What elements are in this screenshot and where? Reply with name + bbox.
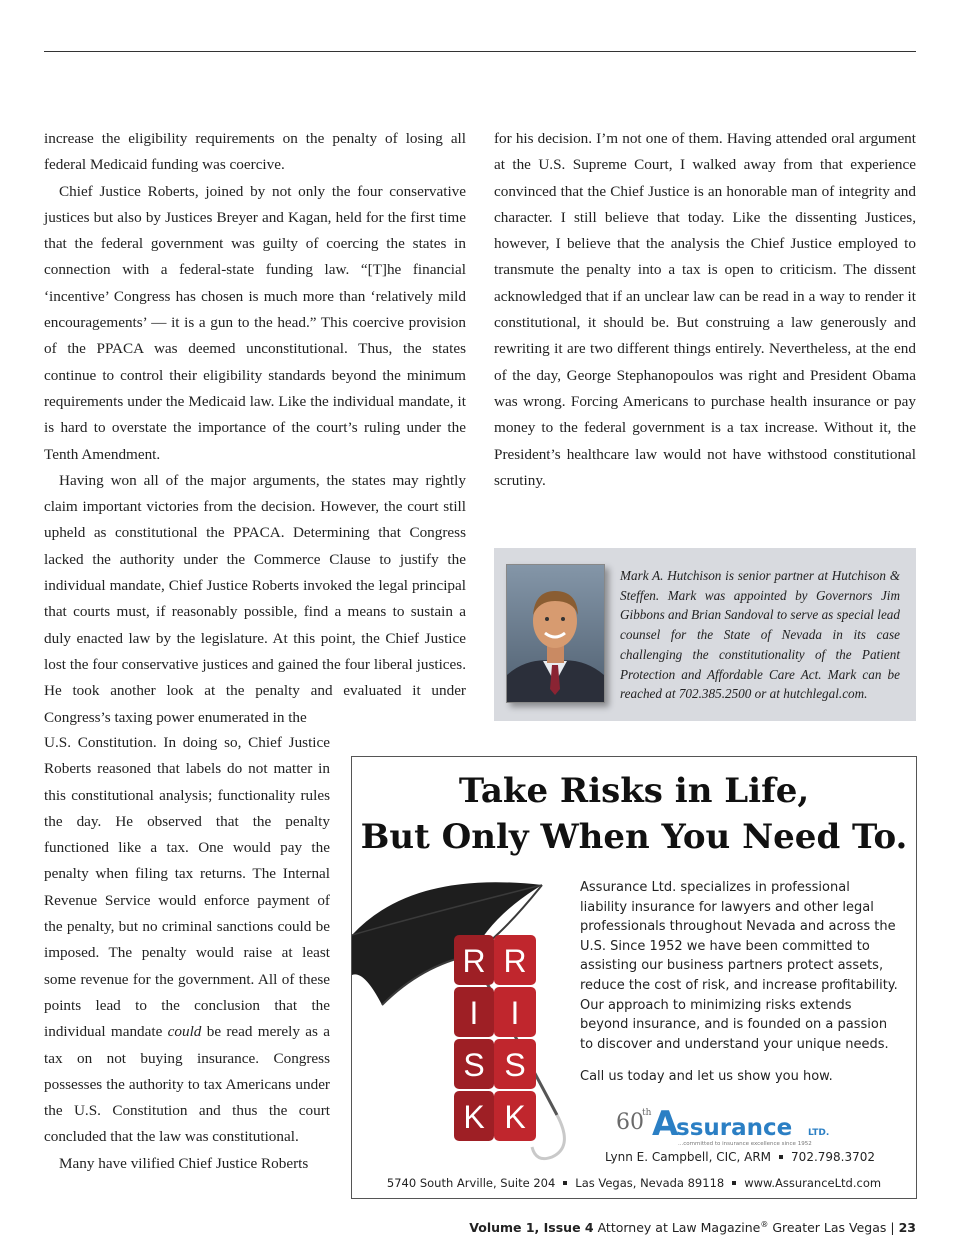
address-city: Las Vegas, Nevada 89118 — [575, 1176, 725, 1190]
block-letter: S — [463, 1047, 485, 1083]
author-photo — [506, 564, 605, 703]
logo-letter-a: A — [652, 1104, 679, 1144]
footer-registered-mark: ® — [760, 1220, 769, 1229]
footer-volume: Volume 1, Issue 4 — [469, 1220, 594, 1236]
block-letter: S — [504, 1047, 526, 1083]
article-paragraph — [44, 730, 330, 1151]
assurance-logo — [612, 1101, 862, 1151]
contact-phone: 702.798.3702 — [791, 1150, 876, 1164]
logo-wordmark: ssurance — [676, 1115, 793, 1141]
author-bio-text: Mark A. Hutchison is senior partner at Hutchison & Steffen. Mark was appointed by Governors Jim Gibbons and Brian Sandoval to serve as special lead counsel for the State of Nevada in its case challenging the constitutionality of the Patient Protection and Affordable Care Act. Mark can be reached at 702.385.2500 or at hutchlegal.com. — [620, 568, 900, 702]
footer-magazine: Attorney at Law Magazine — [597, 1220, 761, 1236]
article-paragraph: increase the eligibility requirements on the penalty of losing all federal Medicaid funding was coercive. — [44, 130, 466, 174]
logo-anniversary: 60 — [616, 1110, 644, 1135]
article-paragraph: Chief Justice Roberts, joined by not only the four conservative justices but also by Justices Breyer and Kagan, held for the first time that the federal government was guilty of coercing the states in connection with a federal-state funding law. “[T]he financial ‘incentive’ Congress has chosen is much more than ‘relatively mild encouragements’ — it is a gun to the head.” This coercive provision of the PPACA was deemed unconstitutional. Thus, the states continue to control their eligibility standards beyond the minimum requirements under the Medicaid law. Like the individual mandate, it is hard to overstate the importance of the court’s ruling under the Tenth Amendment. — [44, 182, 466, 463]
assurance-advertisement — [351, 756, 917, 1199]
block-letter: R — [503, 943, 527, 979]
article-left-column-bottom — [44, 730, 330, 1177]
article-paragraph: Having won all of the major arguments, the states may rightly claim important victories from the decision. However, the court still upheld as constitutional the PPACA. Determining that Congress lacked the authority under the Commerce Clause to justify the individual mandate, Chief Justice Roberts invoked the legal principal that courts must, if reasonably possible, find a means to sustain a duly enacted law by the legislature. At this point, the Chief Justice lost the four conservative justices and gained the four liberal justices. He took another look at the penalty and evaluated it under Congress’s taxing power enumerated in the — [44, 471, 466, 726]
author-bio-box — [494, 548, 916, 721]
separator-dot — [732, 1181, 736, 1185]
contact-name: Lynn E. Campbell, CIC, ARM — [604, 1150, 772, 1164]
article-left-column-top — [44, 126, 466, 731]
umbrella-risk-blocks-illustration — [352, 875, 582, 1175]
ad-address-line — [352, 1175, 916, 1191]
block-letter: I — [469, 995, 479, 1031]
ad-headline-line-1: Take Risks in Life, — [458, 771, 810, 811]
separator-dot — [779, 1155, 783, 1159]
article-right-column — [494, 126, 916, 494]
block-letter: K — [504, 1099, 526, 1135]
article-text: be read merely as a tax on not buying insurance. Congress possesses the authority to tax Americans under the U.S. Constitution and thus the court concluded that the law was constitutional. — [44, 1023, 330, 1146]
logo-suffix: LTD. — [808, 1128, 830, 1138]
logo-tagline: ...committed to insurance excellence since 1952 — [678, 1141, 812, 1147]
article-paragraph: Many have vilified Chief Justice Roberts — [59, 1154, 309, 1172]
footer-divider: | — [890, 1220, 895, 1236]
block-letter: I — [510, 995, 520, 1031]
separator-dot — [563, 1181, 567, 1185]
block-letter: K — [463, 1099, 485, 1135]
top-rule — [44, 51, 916, 52]
address-street: 5740 South Arville, Suite 204 — [386, 1176, 556, 1190]
author-portrait-icon — [507, 565, 604, 702]
ad-contact-line — [580, 1149, 900, 1165]
ad-call-to-action: Call us today and let us show you how. — [580, 1069, 833, 1084]
address-website: www.AssuranceLtd.com — [744, 1176, 882, 1190]
logo-anniversary-sup: th — [642, 1108, 652, 1118]
page-footer — [469, 1220, 916, 1235]
footer-edition: Greater Las Vegas — [772, 1220, 887, 1236]
ad-headline-line-2: But Only When You Need To. — [360, 817, 908, 857]
article-paragraph: for his decision. I’m not one of them. Having attended oral argument at the U.S. Supreme Court, I walked away from that experience convinced that the Chief Justice is an honorable man of integrity and character. I still believe that today. Like the dissenting Justices, however, I believe that the analysis the Chief Justice employed to transmute the penalty into a tax is open to criticism. The dissent acknowledged that if an unclear law can be read in a way to render it constitutional, it should be. But construing a law generously and rewriting it are two different things entirely. Nevertheless, at the end of the day, George Stephanopoulos was right and President Obama was wrong. Forcing Americans to purchase health insurance or pay money to the federal government is a tax increase. Without it, the President’s healthcare law would not have withstood constitutional scrutiny. — [494, 130, 916, 489]
article-emphasis: could — [167, 1023, 202, 1041]
page-number: 23 — [898, 1220, 916, 1236]
ad-body-text: Assurance Ltd. specializes in professional liability insurance for lawyers and other legal professionals throughout Nevada and across the U.S. Since 1952 we have been committed to assisting our business partners protect assets, reduce the cost of risk, and increase profitability. Our approach to minimizing risks extends beyond insurance, and is founded on a passion to discover and understand your unique needs. — [580, 880, 898, 1052]
block-letter: R — [462, 943, 486, 979]
article-text: U.S. Constitution. In doing so, Chief Justice Roberts reasoned that labels do not matter in this constitutional analysis; functionality rules the day. He observed that the penalty functioned like a tax. One would pay the penalty when filing tax returns. The Internal Revenue Service would enforce payment of the penalty, but no criminal sanctions could be imposed. The penalty would raise at least some revenue for the government. All of these points lead to the conclusion that the individual mandate — [44, 734, 330, 1041]
